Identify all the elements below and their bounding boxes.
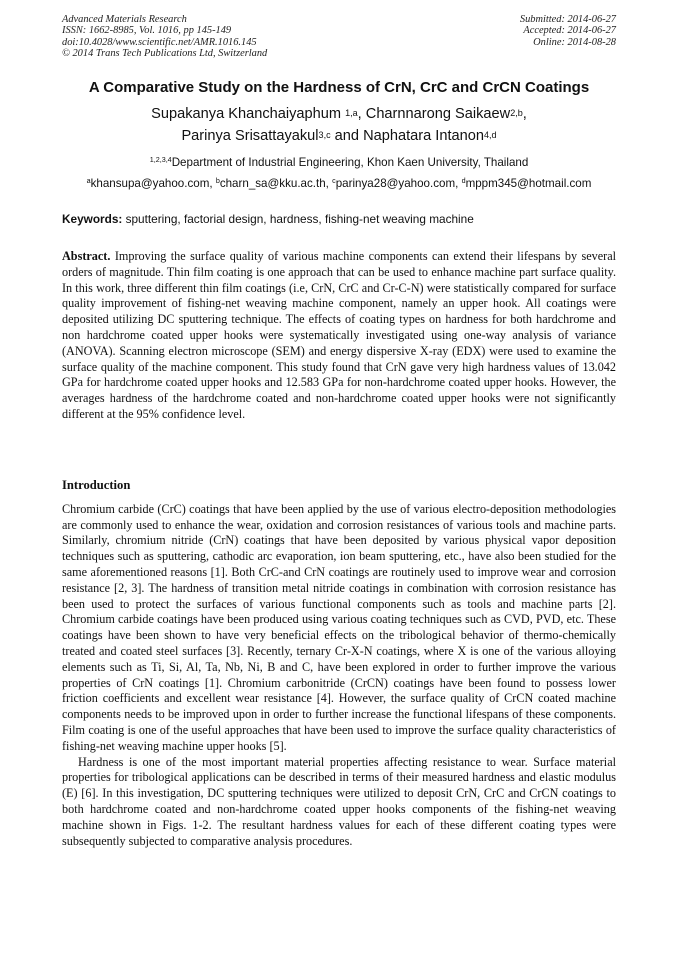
publication-info bbox=[62, 14, 267, 60]
author-name: Parinya Srisattayakul bbox=[181, 128, 319, 144]
author-separator: , bbox=[357, 106, 366, 122]
email-address: charn_sa@kku.ac.th, bbox=[219, 177, 333, 190]
email-superscript: b bbox=[215, 175, 220, 185]
copyright-line: © 2014 Trans Tech Publications Ltd, Switzerland bbox=[62, 48, 268, 60]
author-superscript: 4,d bbox=[483, 129, 497, 140]
section-heading: Introduction bbox=[62, 478, 131, 492]
introduction-paragraph-2: Hardness is one of the most important material properties affecting resistance to wear. Surface material properties for tribological applications can be described in terms of their measured hardness and elastic modulus (E) [6]. In this investigation, DC sputtering techniques were utilized to deposit CrN, CrC and CrCN coatings to both hardchrome coated and non-hardchrome coated upper hooks components of the fishing-net weaving machine shown in Figs. 1-2. The resultant hardness values for each of these different coating types were subsequently subjected to comparative analysis procedures. bbox=[62, 754, 616, 848]
keywords-text: sputtering, factorial design, hardness, fishing-net weaving machine bbox=[122, 212, 474, 226]
introduction-section bbox=[62, 478, 616, 849]
publication-dates bbox=[520, 14, 616, 48]
abstract-text: Improving the surface quality of various machine components can extend their lifespans by several orders of magnitude. Thin film coating is one approach that can be used to enhance machine part surface quality. In this work, three different thin film coatings (i.e, CrN, CrC and Cr-C-N) were statistically compared for surface quality improvement of fishing-net weaving machine component, namely an upper hook. All coatings were deposited utilizing DC sputtering technique. The effects of coating types on hardness for both hardchrome and non hardchrome coated upper hooks were systematically investigated using one-way analysis of variance (ANOVA). Scanning electron microscope (SEM) and energy dispersive X-ray (EDX) were used to examine the surface quality of the machine component. This study found that CrN gave very high hardness values of 13.042 GPa for hardchrome coated upper hooks and 12.583 GPa for non-hardchrome coated upper hooks. However, the averages hardness of the hardchrome coated and non-hardchrome coated upper hooks were not significantly different at the 95% confidence level. bbox=[62, 249, 616, 421]
keywords-label: Keywords: bbox=[62, 212, 123, 226]
author-emails bbox=[0, 177, 678, 190]
author-line-2 bbox=[0, 125, 678, 147]
email-address: parinya28@yahoo.com, bbox=[335, 177, 462, 190]
keywords bbox=[62, 212, 474, 226]
author-superscript: 2,b bbox=[510, 107, 523, 118]
email-superscript: d bbox=[461, 175, 466, 185]
email-superscript: a bbox=[86, 175, 91, 185]
paper-title: A Comparative Study on the Hardness of CrN, CrC and CrCN Coatings bbox=[88, 79, 590, 96]
issn-line: ISSN: 1662-8985, Vol. 1016, pp 145-149 bbox=[62, 25, 232, 37]
author-line-1 bbox=[0, 103, 678, 125]
abstract-label: Abstract. bbox=[62, 249, 111, 263]
online-date: Online: 2014-08-28 bbox=[533, 36, 616, 48]
author-separator: , bbox=[522, 106, 527, 122]
author-superscript: 3,c bbox=[318, 129, 331, 140]
journal-name: Advanced Materials Research bbox=[62, 14, 187, 25]
author-superscript: 1,a bbox=[345, 107, 358, 118]
affiliation bbox=[0, 156, 678, 169]
author-name: Naphatara Intanon bbox=[363, 128, 484, 144]
email-address: khansupa@yahoo.com, bbox=[90, 177, 216, 190]
submitted-date: Submitted: 2014-06-27 bbox=[519, 14, 616, 25]
author-conjunction: and bbox=[330, 128, 364, 144]
affiliation-text: Department of Industrial Engineering, Khon Kaen University, Thailand bbox=[171, 156, 529, 169]
accepted-date: Accepted: 2014-06-27 bbox=[523, 25, 616, 37]
author-name: Charnnarong Saikaew bbox=[365, 106, 511, 122]
abstract-section bbox=[62, 249, 616, 423]
email-address: mppm345@hotmail.com bbox=[465, 177, 592, 190]
abstract-paragraph bbox=[62, 249, 616, 423]
affiliation-superscript: 1,2,3,4 bbox=[149, 154, 172, 164]
doi-line: doi:10.4028/www.scientific.net/AMR.1016.145 bbox=[62, 36, 257, 48]
author-name: Supakanya Khanchaiyaphum bbox=[151, 106, 346, 122]
introduction-paragraph-1: Chromium carbide (CrC) coatings that have been applied by the use of various electro-deposition methodologies are commonly used to enhance the wear, oxidation and corrosion resistances of various tools and machine parts. Similarly, chromium nitride (CrN) coatings that have been deposited by various physical vapor deposition techniques such as sputtering, cathodic arc evaporation, ion beam sputtering, etc., have also been studied for the same aforementioned reasons [1]. Both CrC-and CrN coatings are routinely used to improve wear and corrosion resistance [2, 3]. The hardness of transition metal nitride coatings in combination with corrosion resistance has been used to protect the surfaces of various functional components such as tools and machine parts [2]. Chromium carbide coatings have been produced using various coating techniques such as CVD, PVD, etc. These coatings have been shown to have very beneficial effects on the tribological behavior of thermo-chemically treated and coated steel surfaces [3]. Recently, ternary Cr-X-N coatings, where X is one of the various alloying elements such as Ti, Si, Al, Ta, Nb, Ni, B and C, have been explored in order to further improve the various properties of CrN coatings [1]. Chromium carbonitride (CrCN) coatings have been found to possess lower friction coefficients and excellent wear resistance [4]. However, the surface quality of CrCN coated machine components needs to be improved upon in order to further increase the functional lifespans of these components. Film coating is one of the useful approaches that have been used to improve the surface quality characteristics of fishing-net weaving machine upper hooks [5]. bbox=[62, 501, 616, 753]
author-list bbox=[0, 103, 678, 147]
email-superscript: c bbox=[332, 175, 336, 185]
